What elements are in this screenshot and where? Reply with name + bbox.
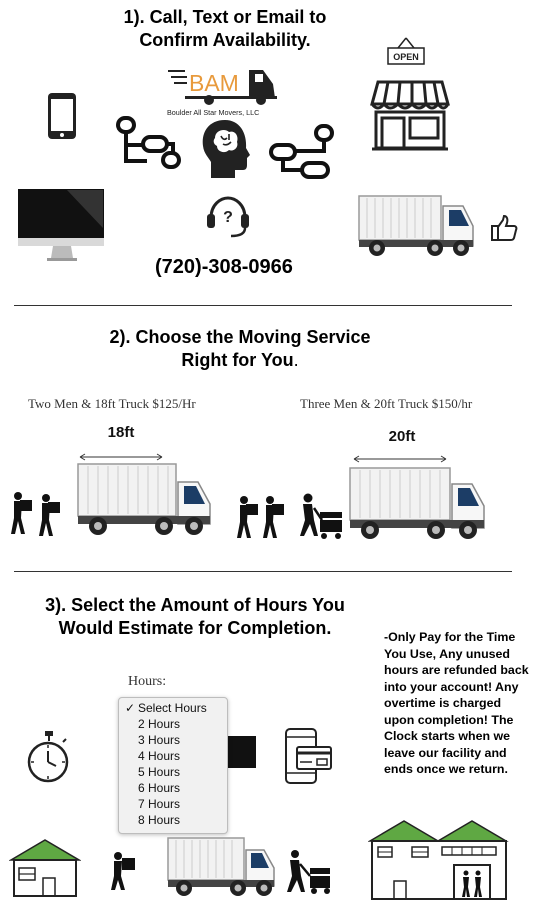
logo-subtitle: Boulder All Star Movers, LLC	[167, 108, 260, 117]
head-brain-icon	[199, 118, 251, 180]
section-divider	[14, 571, 512, 572]
phone-number[interactable]: (720)-308-0966	[155, 256, 293, 278]
hours-option[interactable]: 2 Hours	[138, 717, 181, 731]
step1-title-line2: Confirm Availability.	[139, 30, 311, 50]
hours-option-selected[interactable]: ✓ Select Hours	[125, 701, 207, 715]
step3-title-line2: Would Estimate for Completion.	[58, 618, 332, 638]
monitor-icon	[17, 188, 107, 262]
warehouse-icon	[368, 819, 510, 901]
section-divider	[14, 305, 512, 306]
step1-title	[60, 6, 390, 52]
storefront-icon	[370, 36, 450, 152]
support-headset-icon	[205, 196, 251, 238]
service-option-two-men-label[interactable]: Two Men & 18ft Truck $125/Hr	[28, 396, 196, 411]
thumbs-up-icon	[490, 214, 518, 242]
open-sign-label: OPEN	[393, 52, 419, 62]
step1-title-line1: 1). Call, Text or Email to	[123, 7, 327, 27]
service-option-two-men[interactable]	[6, 420, 218, 545]
hours-option[interactable]: 8 Hours	[138, 813, 181, 827]
checkmark-icon: ✓	[125, 701, 136, 715]
hours-option[interactable]: 5 Hours	[138, 765, 181, 779]
truck-length-18ft: 18ft	[107, 424, 135, 441]
truck-length-20ft: 20ft	[388, 428, 416, 445]
step2-title-line1: 2). Choose the Moving Service	[109, 327, 371, 347]
hours-option[interactable]: 4 Hours	[138, 749, 181, 763]
mover-dolly-icon	[286, 850, 334, 894]
mover-carrying-box-icon	[110, 852, 138, 892]
workflow-icon	[268, 123, 336, 183]
step2-title-period: .	[293, 350, 299, 370]
truck-icon	[166, 832, 278, 898]
pricing-note: -Only Pay for the Time You Use, Any unused hours are refunded back into your account! Any overtime is charged upon completion! The Clock starts when we leave our facility and ends once we return.	[384, 630, 529, 776]
stopwatch-icon	[27, 730, 71, 784]
step3-title	[10, 594, 380, 640]
mobile-payment-icon	[283, 727, 335, 785]
hours-option[interactable]: 7 Hours	[138, 797, 181, 811]
hours-option[interactable]: 3 Hours	[138, 733, 181, 747]
workflow-icon	[115, 115, 183, 173]
truck-icon	[357, 194, 475, 258]
logo-wordmark: BAM	[189, 70, 239, 96]
hours-option[interactable]: 6 Hours	[138, 781, 181, 795]
company-logo	[165, 66, 285, 118]
svg-text:?: ?	[223, 209, 233, 226]
service-option-three-men[interactable]	[234, 424, 490, 549]
service-option-three-men-label[interactable]: Three Men & 20ft Truck $150/hr	[300, 396, 473, 411]
house-icon	[9, 838, 81, 898]
hours-select-dropdown[interactable]	[118, 697, 228, 834]
step2-title	[60, 326, 420, 372]
step3-title-line1: 3). Select the Amount of Hours You	[45, 595, 345, 615]
hours-label: Hours:	[128, 674, 167, 689]
step2-title-line2: Right for You	[181, 350, 294, 370]
mobile-phone-icon	[47, 92, 77, 140]
